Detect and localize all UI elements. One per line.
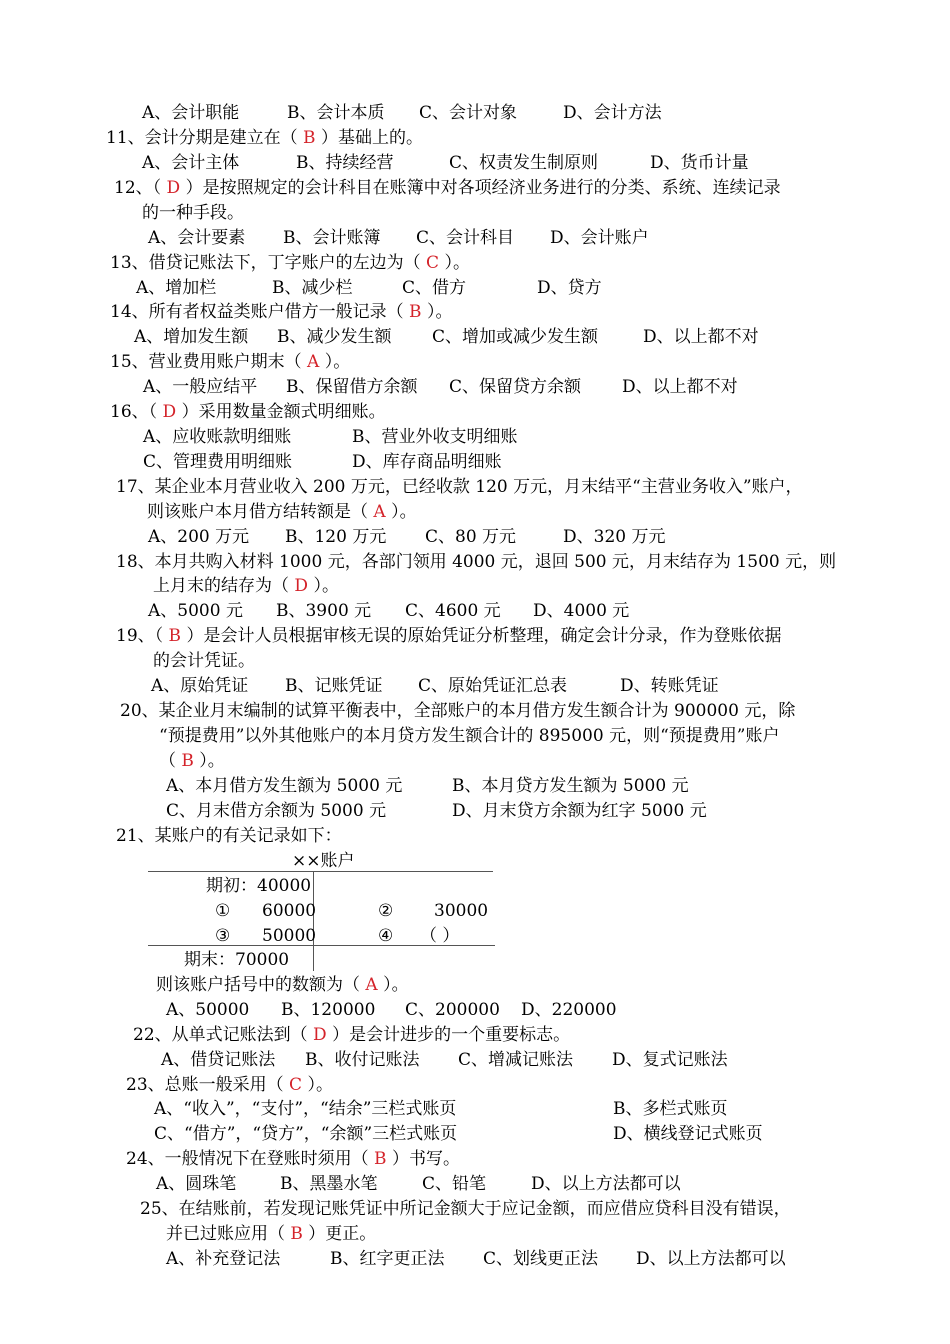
option: C、管理费用明细账 [143, 452, 293, 472]
option: D、以上都不对 [643, 327, 759, 347]
question-11: 11、会计分期是建立在（ B ）基础上的。 [106, 128, 423, 148]
option: D、会计方法 [563, 103, 662, 123]
answer: D [162, 402, 177, 422]
option: C、增减记账法 [458, 1050, 574, 1070]
question-14: 14、所有者权益类账户借方一般记录（ B ）。 [110, 302, 453, 322]
question-continuation: 则该账户本月借方结转额是（ A ）。 [147, 502, 417, 522]
option: A、圆珠笔 [156, 1174, 237, 1194]
option: D、以上方法都可以 [636, 1249, 786, 1269]
option: B、红字更正法 [330, 1249, 445, 1269]
answer: B [168, 626, 182, 646]
question-12: 12、（ D ）是按照规定的会计科目在账簿中对各项经济业务进行的分类、系统、连续记录 [114, 178, 781, 198]
option: C、会计科目 [416, 228, 515, 248]
entry-amount: 50000 [262, 926, 317, 946]
option: D、会计账户 [550, 228, 649, 248]
option: A、一般应结平 [143, 377, 258, 397]
question-25: 25、在结账前，若发现记账凭证中所记金额大于应记金额，而应借应贷科目没有错误， [140, 1199, 791, 1219]
option: C、4600 元 [405, 601, 501, 621]
option: B、减少栏 [272, 278, 353, 298]
option: C、借方 [402, 278, 467, 298]
answer: D [294, 576, 309, 596]
option: A、补充登记法 [166, 1249, 281, 1269]
option: C、会计对象 [419, 103, 518, 123]
answer: B [181, 751, 194, 771]
option: C、铅笔 [422, 1174, 487, 1194]
option: B、营业外收支明细账 [352, 427, 518, 447]
option: B、120000 [281, 1000, 376, 1020]
option: B、减少发生额 [277, 327, 392, 347]
opening-balance: 期初：40000 [206, 876, 312, 896]
question-18: 18、本月共购入材料 1000 元，各部门领用 4000 元，退回 500 元，月末结存为 1500 元，则 [116, 552, 837, 572]
question-22: 22、从单式记账法到（ D ）是会计进步的一个重要标志。 [133, 1025, 571, 1045]
option: D、货币计量 [650, 153, 749, 173]
entry-amount-blank: （ ） [420, 926, 460, 946]
option: A、200 万元 [148, 527, 250, 547]
question-15: 15、营业费用账户期末（ A ）。 [110, 352, 351, 372]
answer: A [307, 352, 320, 372]
option: D、贷方 [537, 278, 602, 298]
answer: D [313, 1025, 327, 1045]
option: C、80 万元 [425, 527, 517, 547]
option: A、会计主体 [142, 153, 240, 173]
entry-mark: ③ [215, 926, 231, 946]
account-title: ××账户 [292, 851, 355, 871]
answer: B [409, 302, 422, 322]
option: B、保留借方余额 [286, 377, 418, 397]
closing-balance: 期末：70000 [184, 950, 290, 970]
option: D、横线登记式账页 [613, 1124, 763, 1144]
option: D、以上方法都可以 [531, 1174, 681, 1194]
t-account-top-rule [148, 871, 493, 872]
answer: C [426, 253, 440, 273]
option: D、复式记账法 [612, 1050, 728, 1070]
answer: B [303, 128, 316, 148]
question-continuation: 的会计凭证。 [153, 651, 255, 671]
question-continuation: “预提费用”以外其他账户的本月贷方发生额合计的 895000 元，则“预提费用”账户 [159, 726, 780, 746]
entry-mark: ④ [378, 926, 394, 946]
answer: C [289, 1075, 303, 1095]
option: A、50000 [166, 1000, 250, 1020]
option: C、权责发生制原则 [449, 153, 599, 173]
option: C、划线更正法 [483, 1249, 599, 1269]
option: B、会计账簿 [283, 228, 381, 248]
option: D、220000 [521, 1000, 617, 1020]
question-21: 21、某账户的有关记录如下： [116, 826, 342, 846]
option: C、月末借方余额为 5000 元 [166, 801, 387, 821]
option: B、120 万元 [285, 527, 387, 547]
option: A、增加栏 [136, 278, 217, 298]
option: C、增加或减少发生额 [432, 327, 599, 347]
question-24: 24、一般情况下在登账时须用（ B ）书写。 [126, 1149, 460, 1169]
question-continuation: 并已过账应用（ B ）更正。 [166, 1224, 377, 1244]
question-19: 19、（ B ）是会计人员根据审核无误的原始凭证分析整理，确定会计分录，作为登账依据 [116, 626, 782, 646]
option: A、会计职能 [142, 103, 240, 123]
option: D、以上都不对 [622, 377, 738, 397]
option: A、会计要素 [148, 228, 246, 248]
question-17: 17、某企业本月营业收入 200 万元，已经收款 120 万元，月末结平“主营业务收入”账户， [116, 477, 803, 497]
entry-amount: 30000 [434, 901, 489, 921]
question-continuation: 则该账户括号中的数额为（ A ）。 [156, 975, 409, 995]
option: C、保留贷方余额 [449, 377, 582, 397]
option: C、200000 [405, 1000, 500, 1020]
option: D、月末贷方余额为红字 5000 元 [452, 801, 707, 821]
answer: B [290, 1224, 303, 1244]
question-23: 23、总账一般采用（ C ）。 [126, 1075, 333, 1095]
option: B、记账凭证 [285, 676, 383, 696]
option: C、原始凭证汇总表 [418, 676, 568, 696]
option: A、应收账款明细账 [143, 427, 292, 447]
entry-mark: ② [378, 901, 394, 921]
entry-mark: ① [215, 901, 231, 921]
option: A、借贷记账法 [161, 1050, 276, 1070]
answer: A [373, 502, 386, 522]
answer: B [374, 1149, 387, 1169]
option: A、原始凭证 [151, 676, 249, 696]
option: C、“借方”，“贷方”，“余额”三栏式账页 [154, 1124, 458, 1144]
question-13: 13、借贷记账法下，丁字账户的左边为（ C ）。 [110, 253, 470, 273]
option: B、会计本质 [287, 103, 385, 123]
option: B、本月贷方发生额为 5000 元 [452, 776, 689, 796]
option: D、库存商品明细账 [352, 452, 502, 472]
option: A、5000 元 [148, 601, 243, 621]
option: A、“收入”，“支付”，“结余”三栏式账页 [154, 1099, 457, 1119]
question-continuation: （ B ）。 [159, 751, 225, 771]
option: D、转账凭证 [620, 676, 719, 696]
option: B、黑墨水笔 [280, 1174, 378, 1194]
question-16: 16、（ D ）采用数量金额式明细账。 [110, 402, 386, 422]
option: D、320 万元 [563, 527, 666, 547]
option: D、4000 元 [533, 601, 630, 621]
question-continuation: 上月末的结存为（ D ）。 [153, 576, 339, 596]
entry-amount: 60000 [262, 901, 317, 921]
option: A、本月借方发生额为 5000 元 [166, 776, 403, 796]
answer: A [365, 975, 378, 995]
option: A、增加发生额 [134, 327, 249, 347]
option: B、收付记账法 [305, 1050, 420, 1070]
option: B、3900 元 [276, 601, 372, 621]
option: B、多栏式账页 [613, 1099, 728, 1119]
answer: D [166, 178, 181, 198]
question-continuation: 的一种手段。 [142, 203, 244, 223]
option: B、持续经营 [296, 153, 394, 173]
question-20: 20、某企业月末编制的试算平衡表中，全部账户的本月借方发生额合计为 900000 元，除 [120, 701, 796, 721]
